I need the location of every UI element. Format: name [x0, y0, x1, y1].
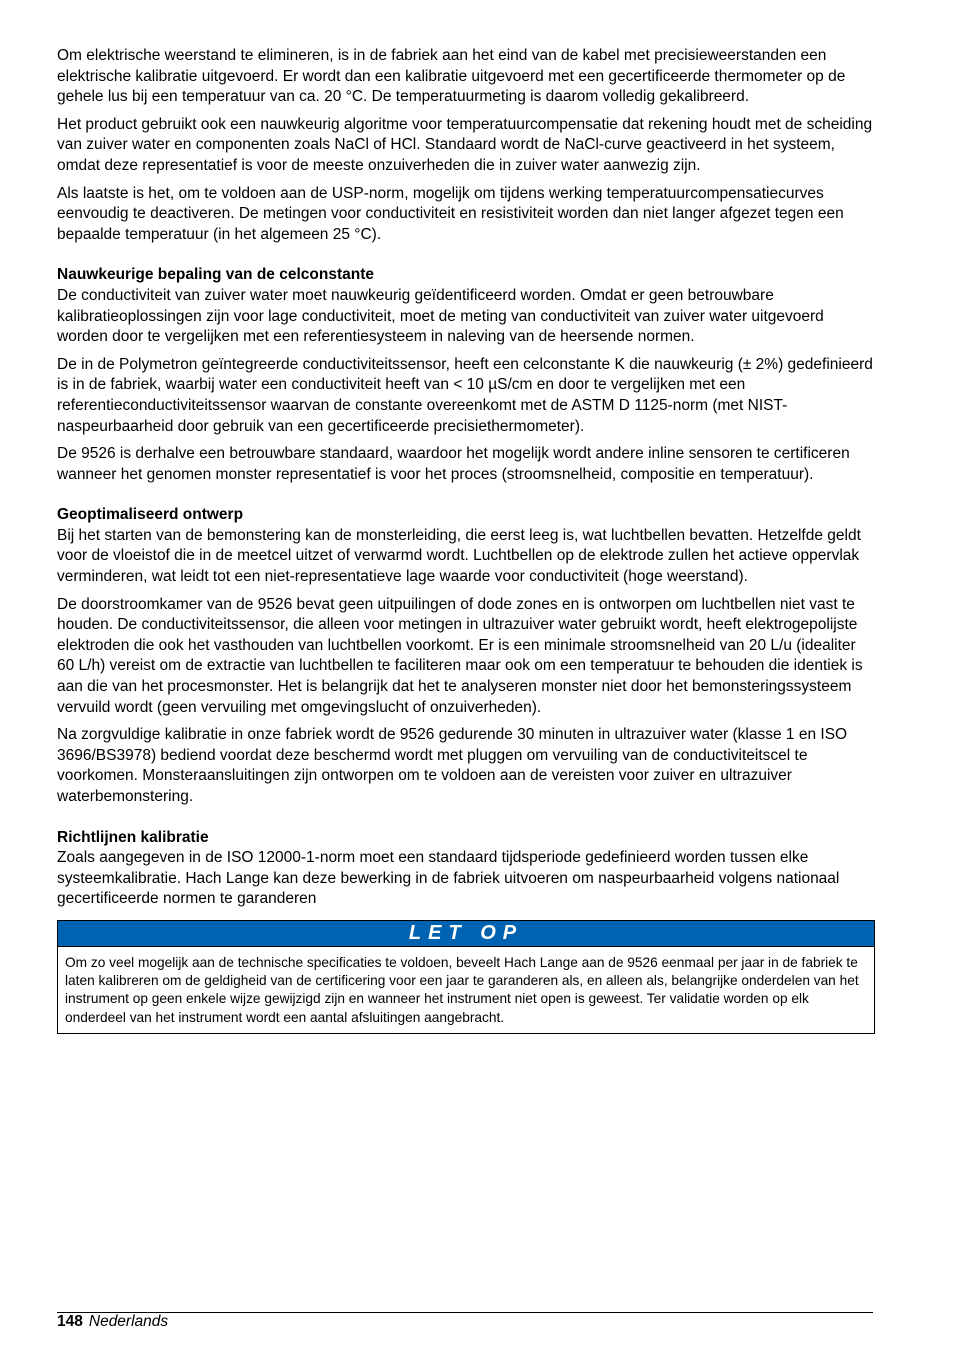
section-heading: Richtlijnen kalibratie [57, 828, 209, 846]
section-celconstante [57, 265, 875, 485]
section-paragraph: De in de Polymetron geïntegreerde conductiviteitssensor, heeft een celconstante K die nauwkeurig (± 2%) gedefinieerd is in de fabriek, waarbij water een conductiviteit heeft van < 10 µS/cm en door te vergelijken met een referentieconductiviteitssensor waarvan de constante overeenkomt met de ASTM D 1125-norm (met NIST-naspeurbaarheid door gebruik van een gecertificeerde precisiethermometer). [57, 355, 873, 435]
section-heading: Geoptimaliseerd ontwerp [57, 506, 244, 524]
section-paragraph: De conductiviteit van zuiver water moet nauwkeurig geïdentificeerd worden. Omdat er geen betrouwbare kalibratieoplossingen zijn voor lage conductiviteit, moet de meting van conductiviteit van zuiver water uitgevoerd worden door te vergelijken met een referentiesysteem in naleving van de heersende normen. [57, 286, 824, 346]
page-number: 148 [57, 1313, 83, 1330]
intro-paragraph-3: Als laatste is het, om te voldoen aan de USP-norm, mogelijk om tijdens werking temperatuurcompensatiecurves eenvoudig te deactiveren. De metingen voor conductiviteit en resistiviteit worden dan niet langer afgezet tegen een bepaalde temperatuur (in het algemeen 25 °C). [57, 184, 844, 243]
section-paragraph: De 9526 is derhalve een betrouwbare standaard, waardoor het mogelijk wordt andere inline sensoren te certificeren wanneer het genomen monster representatief is voor het proces (stroomsnelheid, compositie en temperatuur). [57, 445, 850, 483]
notice-text: Om zo veel mogelijk aan de technische specificaties te voldoen, beveelt Hach Lange aan de 9526 eenmaal per jaar in de fabriek te laten kalibreren om de geldigheid van de certificering voor een jaar te garanderen als, en alleen als, belangrijke onderdelen van het instrument op geen enkele wijze gewijzigd zijn en wanneer het instrument niet open is geweest. Ter validatie worden op elk onderdeel van het instrument wordt een aantal afsluitingen aangebracht. [65, 954, 859, 1025]
section-paragraph: De doorstroomkamer van de 9526 bevat geen uitpuilingen of dode zones en is ontworpen om luchtbellen niet vast te houden. De conductiviteitssensor, die alleen voor metingen in ultrazuiver water gebruikt wordt, heeft elektrogepolijste elektroden die ook het vasthouden van luchtbellen voorkomt. Er is een minimale stroomsnelheid van 20 L/u (idealiter 60 L/h) vereist om de extractie van luchtbellen te faciliteren maar ook om een temperatuur te behouden die identiek is aan die van het procesmonster. Het is belangrijk dat het te analyseren monster niet door het bemonsteringssysteem vervuild wordt (geen vervuiling met omgevingslucht of onzuiverheden). [57, 595, 863, 716]
section-heading: Nauwkeurige bepaling van de celconstante [57, 266, 374, 284]
intro-paragraph-2: Het product gebruikt ook een nauwkeurig algoritme voor temperatuurcompensatie dat rekening houdt met de scheiding van zuiver water en componenten zoals NaCl of HCl. Standaard wordt de NaCl-curve geactiveerd in het systeem, omdat deze representatief is voor de meeste onzuiverheden die in zuiver water aanwezig zijn. [57, 115, 873, 174]
footer-language: Nederlands [88, 1313, 169, 1330]
section-paragraph: Zoals aangegeven in de ISO 12000-1-norm moet een standaard tijdsperiode gedefinieerd worden tussen elke systeemkalibratie. Hach Lange kan deze bewerking in de fabriek uitvoeren om naspeurbaarheid volgens nationaal gecertificeerde normen te garanderen [57, 849, 840, 908]
section-ontwerp [57, 505, 875, 807]
section-paragraph: Na zorgvuldige kalibratie in onze fabriek wordt de 9526 gedurende 30 minuten in ultrazuiver water (klasse 1 en ISO 3696/BS3978) bediend voordat deze beschermd wordt met pluggen om vervuiling van de conductiviteitscel te voorkomen. Monsteraansluitingen zijn ontworpen om te voldoen aan de vereisten voor zuiver en ultrazuiver waterbemonstering. [57, 726, 848, 805]
notice-title: LET OP [58, 921, 874, 947]
notice-box [57, 920, 875, 1034]
footer-divider [57, 1312, 873, 1313]
intro-paragraph-1: Om elektrische weerstand te elimineren, is in de fabriek aan het eind van de kabel met precisieweerstanden een elektrische kalibratie uitgevoerd. Er wordt dan een kalibratie uitgevoerd met een gecertificeerde thermometer op de gehele lus bij een temperatuur van ca. 20 °C. De temperatuurmeting is daarom volledig gekalibreerd. [57, 47, 846, 106]
page-footer [57, 1312, 168, 1332]
section-kalibratie [57, 828, 875, 910]
section-paragraph: Bij het starten van de bemonstering kan de monsterleiding, die eerst leeg is, wat luchtbellen bevatten. Hetzelfde geldt voor de vloeistof die in de meetcel uitzet of verwarmd wordt. Luchtbellen op de elektrode zullen het actieve oppervlak verminderen, wat leidt tot een niet-representatieve lage waarde voor conductiviteit (hoge weerstand). [57, 526, 861, 586]
page-content [57, 46, 875, 1034]
